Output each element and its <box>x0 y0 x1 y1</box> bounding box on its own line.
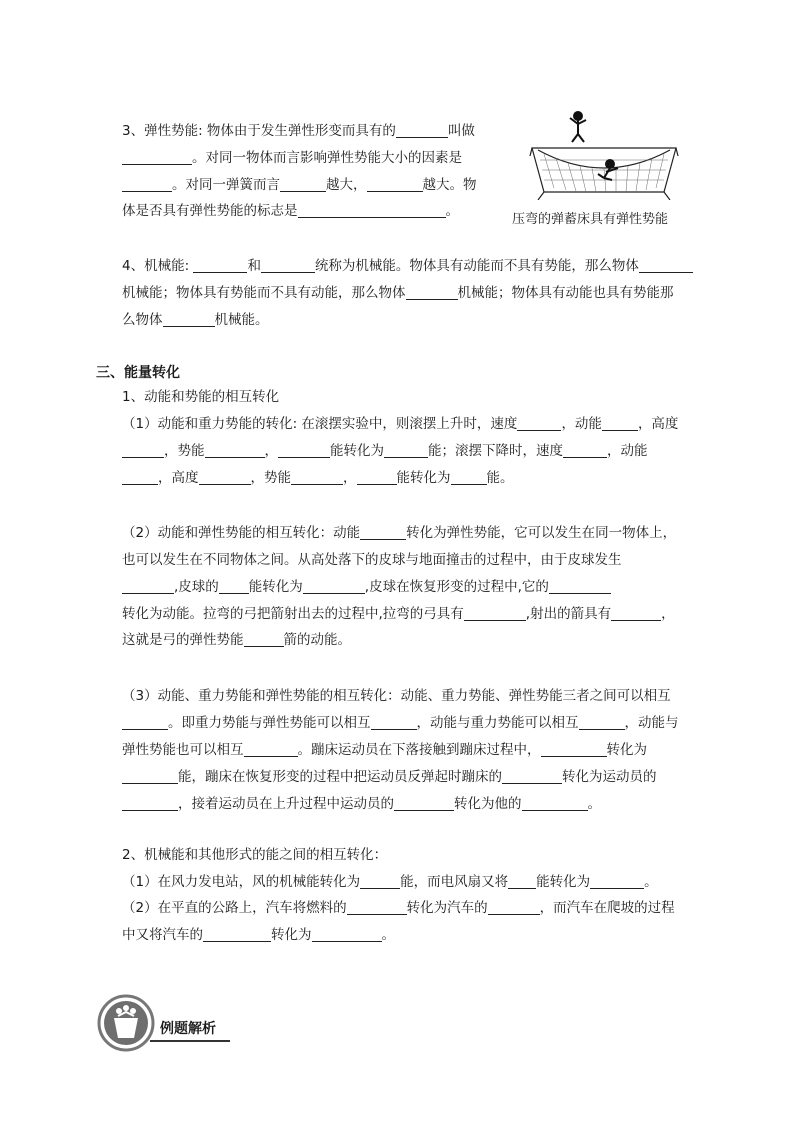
elastic-line-1: 3、弹性势能: 物体由于发生弹性形变而具有的 叫做 <box>122 123 475 139</box>
p2-line-5: 这就是弓的弹性势能 箭的动能。 <box>122 632 351 648</box>
p1-line-1: （1）动能和重力势能的转化: 在滚摆实验中，则滚摆上升时，速度 ，动能 ，高度 <box>122 416 679 432</box>
section-heading: 三、能量转化 <box>96 365 180 381</box>
mech-line-1: 4、机械能: 和 统称为机械能。物体具有动能而不具有势能，那么物体 <box>122 256 693 276</box>
p4-line-3: 中又将汽车的 转化为 。 <box>122 927 395 943</box>
p4-line-2: （2）在平直的公路上，汽车将燃料的 转化为汽车的 ，而汽车在爬坡的过程 <box>122 900 675 916</box>
subsection-2-title: 2、机械能和其他形式的能之间的相互转化： <box>122 847 388 863</box>
elastic-line-2: 。对同一物体而言影响弹性势能大小的因素是 <box>122 148 462 168</box>
p3-line-5: ，接着运动员在上升过程中运动员的 转化为他的 。 <box>122 794 601 814</box>
p2-line-2: 也可以发生在不同物体之间。从高处落下的皮球与地面撞击的过程中，由于皮球发生 <box>122 552 622 568</box>
mech-line-3: 么物体 机械能。 <box>122 312 269 328</box>
example-section-divider <box>150 1040 230 1042</box>
p3-line-1: （3）动能、重力势能和弹性势能的相互转化：动能、重力势能、弹性势能三者之间可以相互 <box>122 688 671 704</box>
figure-caption: 压弯的弹蓄床具有弹性势能 <box>512 212 669 227</box>
elastic-line-4: 体是否具有弹性势能的标志是 。 <box>122 203 459 219</box>
elastic-line-3: 。对同一弹簧而言 越大， 越大。物 <box>122 175 477 195</box>
p1-line-2: ，势能 ， 能转化为 能；滚摆下降时，速度 ，动能 <box>122 441 648 461</box>
p2-line-4: 转化为动能。拉弯的弓把箭射出去的过程中,拉弯的弓具有 ,射出的箭具有 ， <box>122 606 675 622</box>
mech-line-2: 机械能；物体具有势能而不具有动能，那么物体 机械能；物体具有动能也具有势能那 <box>122 285 674 301</box>
p3-line-2: 。即重力势能与弹性势能可以相互 ，动能与重力势能可以相互 ，动能与 <box>122 713 679 733</box>
subsection-1-title: 1、动能和势能的相互转化 <box>122 389 280 405</box>
example-section-title: 例题解析 <box>160 1021 216 1037</box>
p2-line-3: ,皮球的 能转化为 ,皮球在恢复形变的过程中,它的 <box>122 577 611 597</box>
p3-line-3: 弹性势能也可以相互 。蹦床运动员在下落接触到蹦床过程中， 转化为 <box>122 742 647 758</box>
p3-line-4: 能，蹦床在恢复形变的过程中把运动员反弹起时蹦床的 转化为运动员的 <box>122 767 657 787</box>
trampoline-figure <box>524 108 684 200</box>
p1-line-3: ，高度 ，势能 ， 能转化为 能。 <box>122 468 514 488</box>
p2-line-1: （2）动能和弹性势能的相互转化：动能 转化为弹性势能，它可以发生在同一物体上， <box>122 525 677 541</box>
p4-line-1: （1）在风力发电站，风的机械能转化为 能，而电风扇又将 能转化为 。 <box>122 874 658 890</box>
example-section-icon <box>97 994 155 1052</box>
